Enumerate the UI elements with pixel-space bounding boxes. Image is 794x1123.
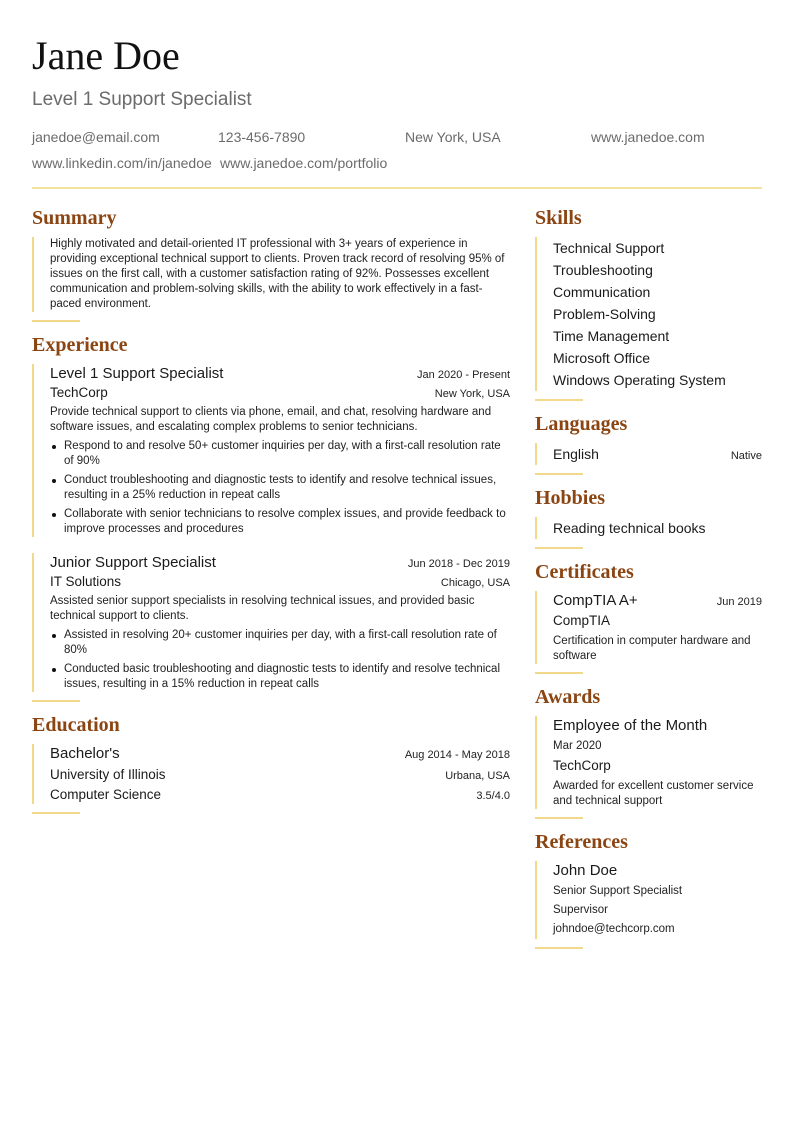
job-bullet: Conduct troubleshooting and diagnostic tests to identify and resolve technical issues, resulting in a 25% reduction in repeat calls [50,473,510,503]
award-issuer: TechCorp [553,758,611,773]
certificate-description: Certification in computer hardware and software [553,635,751,662]
job-bullet: Collaborate with senior technicians to resolve complex issues, and provide feedback to improve processes and procedures [50,507,510,537]
job-bullet: Conducted basic troubleshooting and diagnostic tests to identify and resolve technical issues, resulting in a 15% reduction in repeat calls [50,662,510,692]
language-level: Native [730,450,762,462]
experience-section [32,332,510,702]
job-bullet: Assisted in resolving 20+ customer inquiries per day, with a first-call resolution rate of 80% [50,628,510,658]
skill-item: Problem-Solving [553,306,656,322]
skill-item: Communication [553,284,651,300]
experience-heading: Experience [32,334,128,356]
hobbies-body [535,517,762,539]
education-school: University of Illinois [50,767,166,782]
skill-item: Microsoft Office [553,350,650,366]
certificates-heading: Certificates [535,561,634,583]
resume-title: Level 1 Support Specialist [32,89,252,110]
reference-email[interactable]: johndoe@techcorp.com [553,923,675,935]
certificates-body [535,591,762,664]
job-bullet: Respond to and resolve 50+ customer inquiries per day, with a first-call resolution rate of 90% [50,439,510,469]
award-date: Mar 2020 [553,740,602,752]
summary-text: Highly motivated and detail-oriented IT professional with 3+ years of experience in providing exceptional technical support to clients. Proven track record of resolving 95% of issues on the first call, with a customer satisfaction rating of 92%. Possesses excellent communication and problem-solving skills, with the ability to work effectively in a fast-paced environment. [50,238,505,310]
hobby-item: Reading technical books [553,520,706,536]
right-column [535,205,762,959]
job-title: Junior Support Specialist [50,554,216,571]
job-bullets [50,439,510,537]
contact-phone: 123-456-7890 [218,129,306,145]
skill-item: Windows Operating System [553,372,726,388]
languages-body [535,443,762,465]
languages-section [535,411,762,475]
job-location: Chicago, USA [440,577,510,589]
experience-body [32,364,510,537]
certificate-date: Jun 2019 [716,596,762,608]
certificate-issuer: CompTIA [553,613,611,628]
skills-heading: Skills [535,207,582,229]
education-degree: Bachelor's [50,745,120,762]
section-divider [535,947,583,949]
job-company: TechCorp [50,385,108,400]
summary-body [32,237,510,312]
job-dates: Jun 2018 - Dec 2019 [407,558,510,570]
section-divider [32,320,80,322]
experience-body-2 [32,553,510,692]
reference-position: Senior Support Specialist [553,885,683,897]
section-divider [32,700,80,702]
skill-item: Technical Support [553,240,665,256]
header-divider [32,187,762,189]
left-column [32,205,510,824]
skills-section [535,205,762,401]
contact-website[interactable]: www.janedoe.com [591,129,705,145]
job-description: Assisted senior support specialists in resolving technical issues, and provided basic technical support to clients. [50,595,475,622]
resume-name: Jane Doe [32,33,180,78]
education-section [32,712,510,814]
education-body [32,744,510,804]
award-name: Employee of the Month [553,717,708,734]
job-entry [50,553,510,692]
awards-heading: Awards [535,686,601,708]
section-divider [32,812,80,814]
job-description: Provide technical support to clients via phone, email, and chat, resolving hardware and software issues, and escalating complex problems to senior technicians. [50,406,492,433]
language-name: English [553,446,599,462]
certificate-name: CompTIA A+ [553,592,638,609]
hobbies-section [535,485,762,549]
education-heading: Education [32,714,120,736]
job-location: New York, USA [434,388,510,400]
section-divider [535,399,583,401]
languages-heading: Languages [535,413,628,435]
job-company: IT Solutions [50,574,122,589]
award-description: Awarded for excellent customer service and technical support [553,780,754,807]
contact-portfolio[interactable]: www.janedoe.com/portfolio [220,155,388,171]
section-divider [535,672,583,674]
contact-linkedin[interactable]: www.linkedin.com/in/janedoe [32,155,212,171]
job-title: Level 1 Support Specialist [50,365,224,382]
job-bullets [50,628,510,692]
summary-heading: Summary [32,207,117,229]
section-divider [535,817,583,819]
skill-item: Time Management [553,328,670,344]
awards-section [535,684,762,819]
section-divider [535,473,583,475]
reference-name: John Doe [553,862,618,879]
job-entry [50,364,510,537]
contact-location: New York, USA [405,129,501,145]
education-location: Urbana, USA [445,770,510,782]
references-body [535,861,762,939]
education-dates: Aug 2014 - May 2018 [404,749,510,761]
education-gpa: 3.5/4.0 [476,790,510,802]
reference-relation: Supervisor [553,904,608,916]
education-field: Computer Science [50,787,162,802]
awards-body [535,716,762,809]
references-heading: References [535,831,628,853]
job-dates: Jan 2020 - Present [417,369,510,381]
section-divider [535,547,583,549]
skill-item: Troubleshooting [553,262,653,278]
skills-body [535,237,762,391]
references-section [535,829,762,949]
certificates-section [535,559,762,674]
contact-email[interactable]: janedoe@email.com [32,129,160,145]
summary-section [32,205,510,322]
hobbies-heading: Hobbies [535,487,606,509]
